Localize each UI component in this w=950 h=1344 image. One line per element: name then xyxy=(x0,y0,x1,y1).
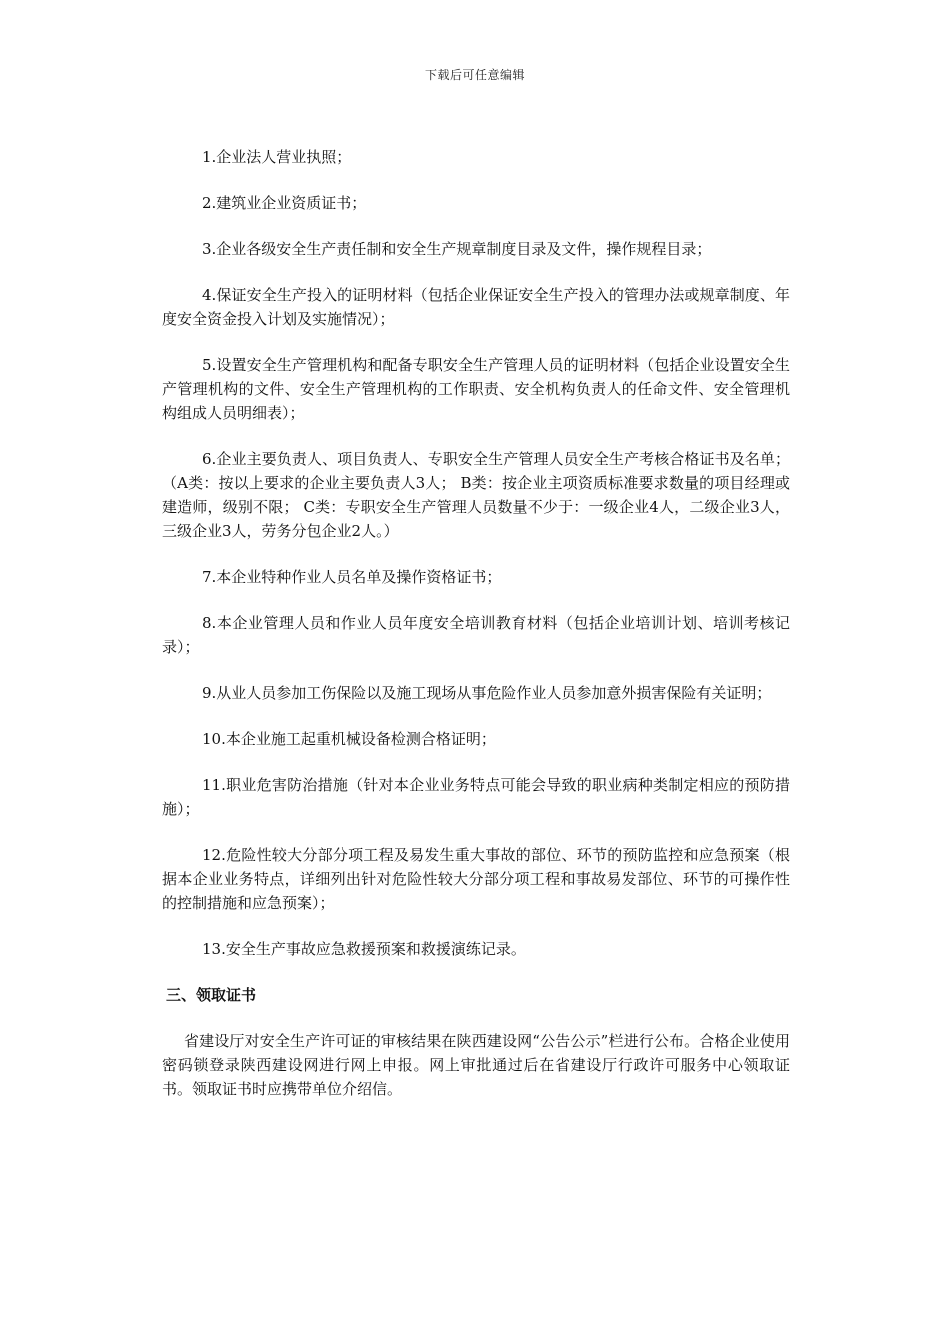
list-item-5: 5.设置安全生产管理机构和配备专职安全生产管理人员的证明材料（包括企业设置安全生产管理机构的文件、安全生产管理机构的工作职责、安全机构负责人的任命文件、安全管理机构组成人员明细表）； xyxy=(162,356,790,422)
list-item-8: 8.本企业管理人员和作业人员年度安全培训教育材料（包括企业培训计划、培训考核记录）； xyxy=(162,614,790,656)
list-item-13: 13.安全生产事故应急救援预案和救援演练记录。 xyxy=(202,940,526,958)
list-item-4: 4.保证安全生产投入的证明材料（包括企业保证安全生产投入的管理办法或规章制度、年度安全资金投入计划及实施情况）； xyxy=(162,286,790,328)
section-heading: 三、领取证书 xyxy=(166,986,257,1004)
list-item-9: 9.从业人员参加工伤保险以及施工现场从事危险作业人员参加意外损害保险有关证明； xyxy=(202,684,772,702)
list-item-10: 10.本企业施工起重机械设备检测合格证明； xyxy=(202,730,496,748)
document-content xyxy=(162,145,790,1101)
list-item-11: 11.职业危害防治措施（针对本企业业务特点可能会导致的职业病种类制定相应的预防措施）； xyxy=(162,776,790,818)
list-item-12: 12.危险性较大分部分项工程及易发生重大事故的部位、环节的预防监控和应急预案（根据本企业业务特点，详细列出针对危险性较大分部分项工程和事故易发部位、环节的可操作性的控制措施和应急预案）； xyxy=(162,846,790,912)
list-item-3: 3.企业各级安全生产责任制和安全生产规章制度目录及文件，操作规程目录； xyxy=(202,240,712,258)
list-item-6: 6.企业主要负责人、项目负责人、专职安全生产管理人员安全生产考核合格证书及名单；（A类：按以上要求的企业主要负责人3人； B类：按企业主项资质标准要求数量的项目经理或建造师，级别不限； C类：专职安全生产管理人员数量不少于：一级企业4人，二级企业3人，三级企业3人，劳务分包企业2人。） xyxy=(162,450,790,540)
section-paragraph: 省建设厅对安全生产许可证的审核结果在陕西建设网“公告公示”栏进行公布。合格企业使用密码锁登录陕西建设网进行网上申报。网上审批通过后在省建设厅行政许可服务中心领取证书。领取证书时应携带单位介绍信。 xyxy=(162,1032,790,1098)
page-header: 下载后可任意编辑 xyxy=(424,68,525,82)
list-item-2: 2.建筑业企业资质证书； xyxy=(202,194,367,212)
list-item-1: 1.企业法人营业执照； xyxy=(202,148,352,166)
list-item-7: 7.本企业特种作业人员名单及操作资格证书； xyxy=(202,568,502,586)
